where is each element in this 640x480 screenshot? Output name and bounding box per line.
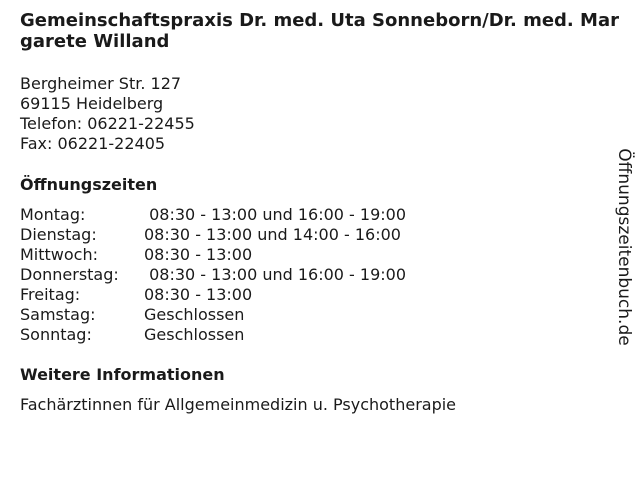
- hours-value: 08:30 - 13:00: [144, 285, 253, 304]
- further-info-text: Fachärztinnen für Allgemeinmedizin u. Psychotherapie: [20, 395, 457, 414]
- street-address: Bergheimer Str. 127: [20, 74, 182, 93]
- hours-row-wednesday: [20, 245, 406, 265]
- opening-hours-heading: Öffnungszeiten: [20, 175, 158, 194]
- hours-value: 08:30 - 13:00 und 14:00 - 16:00: [144, 225, 401, 244]
- postal-city: 69115 Heidelberg: [20, 94, 164, 113]
- phone-number: Telefon: 06221-22455: [20, 114, 195, 133]
- day-label: Mittwoch:: [20, 245, 98, 264]
- hours-value: 08:30 - 13:00 und 16:00 - 19:00: [144, 265, 407, 284]
- contact-block: [20, 74, 620, 154]
- practice-card: [20, 10, 620, 415]
- hours-row-tuesday: [20, 225, 406, 245]
- day-label: Sonntag:: [20, 325, 92, 344]
- day-label: Montag:: [20, 205, 86, 224]
- further-info-heading: Weitere Informationen: [20, 365, 225, 384]
- practice-name: Gemeinschaftspraxis Dr. med. Uta Sonneborn/Dr. med. Margarete Willand: [20, 10, 619, 52]
- fax-number: Fax: 06221-22405: [20, 134, 166, 153]
- hours-row-sunday: [20, 325, 406, 345]
- hours-value: 08:30 - 13:00 und 16:00 - 19:00: [144, 205, 407, 224]
- day-label: Freitag:: [20, 285, 81, 304]
- hours-value: Geschlossen: [144, 305, 245, 324]
- day-label: Donnerstag:: [20, 265, 119, 284]
- hours-value: 08:30 - 13:00: [144, 245, 253, 264]
- hours-row-friday: [20, 285, 406, 305]
- hours-row-monday: [20, 205, 406, 225]
- opening-hours-table: [20, 205, 406, 345]
- hours-value: Geschlossen: [144, 325, 245, 344]
- day-label: Samstag:: [20, 305, 96, 324]
- day-label: Dienstag:: [20, 225, 97, 244]
- hours-row-thursday: [20, 265, 406, 285]
- site-watermark: Öffnungszeitenbuch.de: [614, 148, 634, 346]
- hours-row-saturday: [20, 305, 406, 325]
